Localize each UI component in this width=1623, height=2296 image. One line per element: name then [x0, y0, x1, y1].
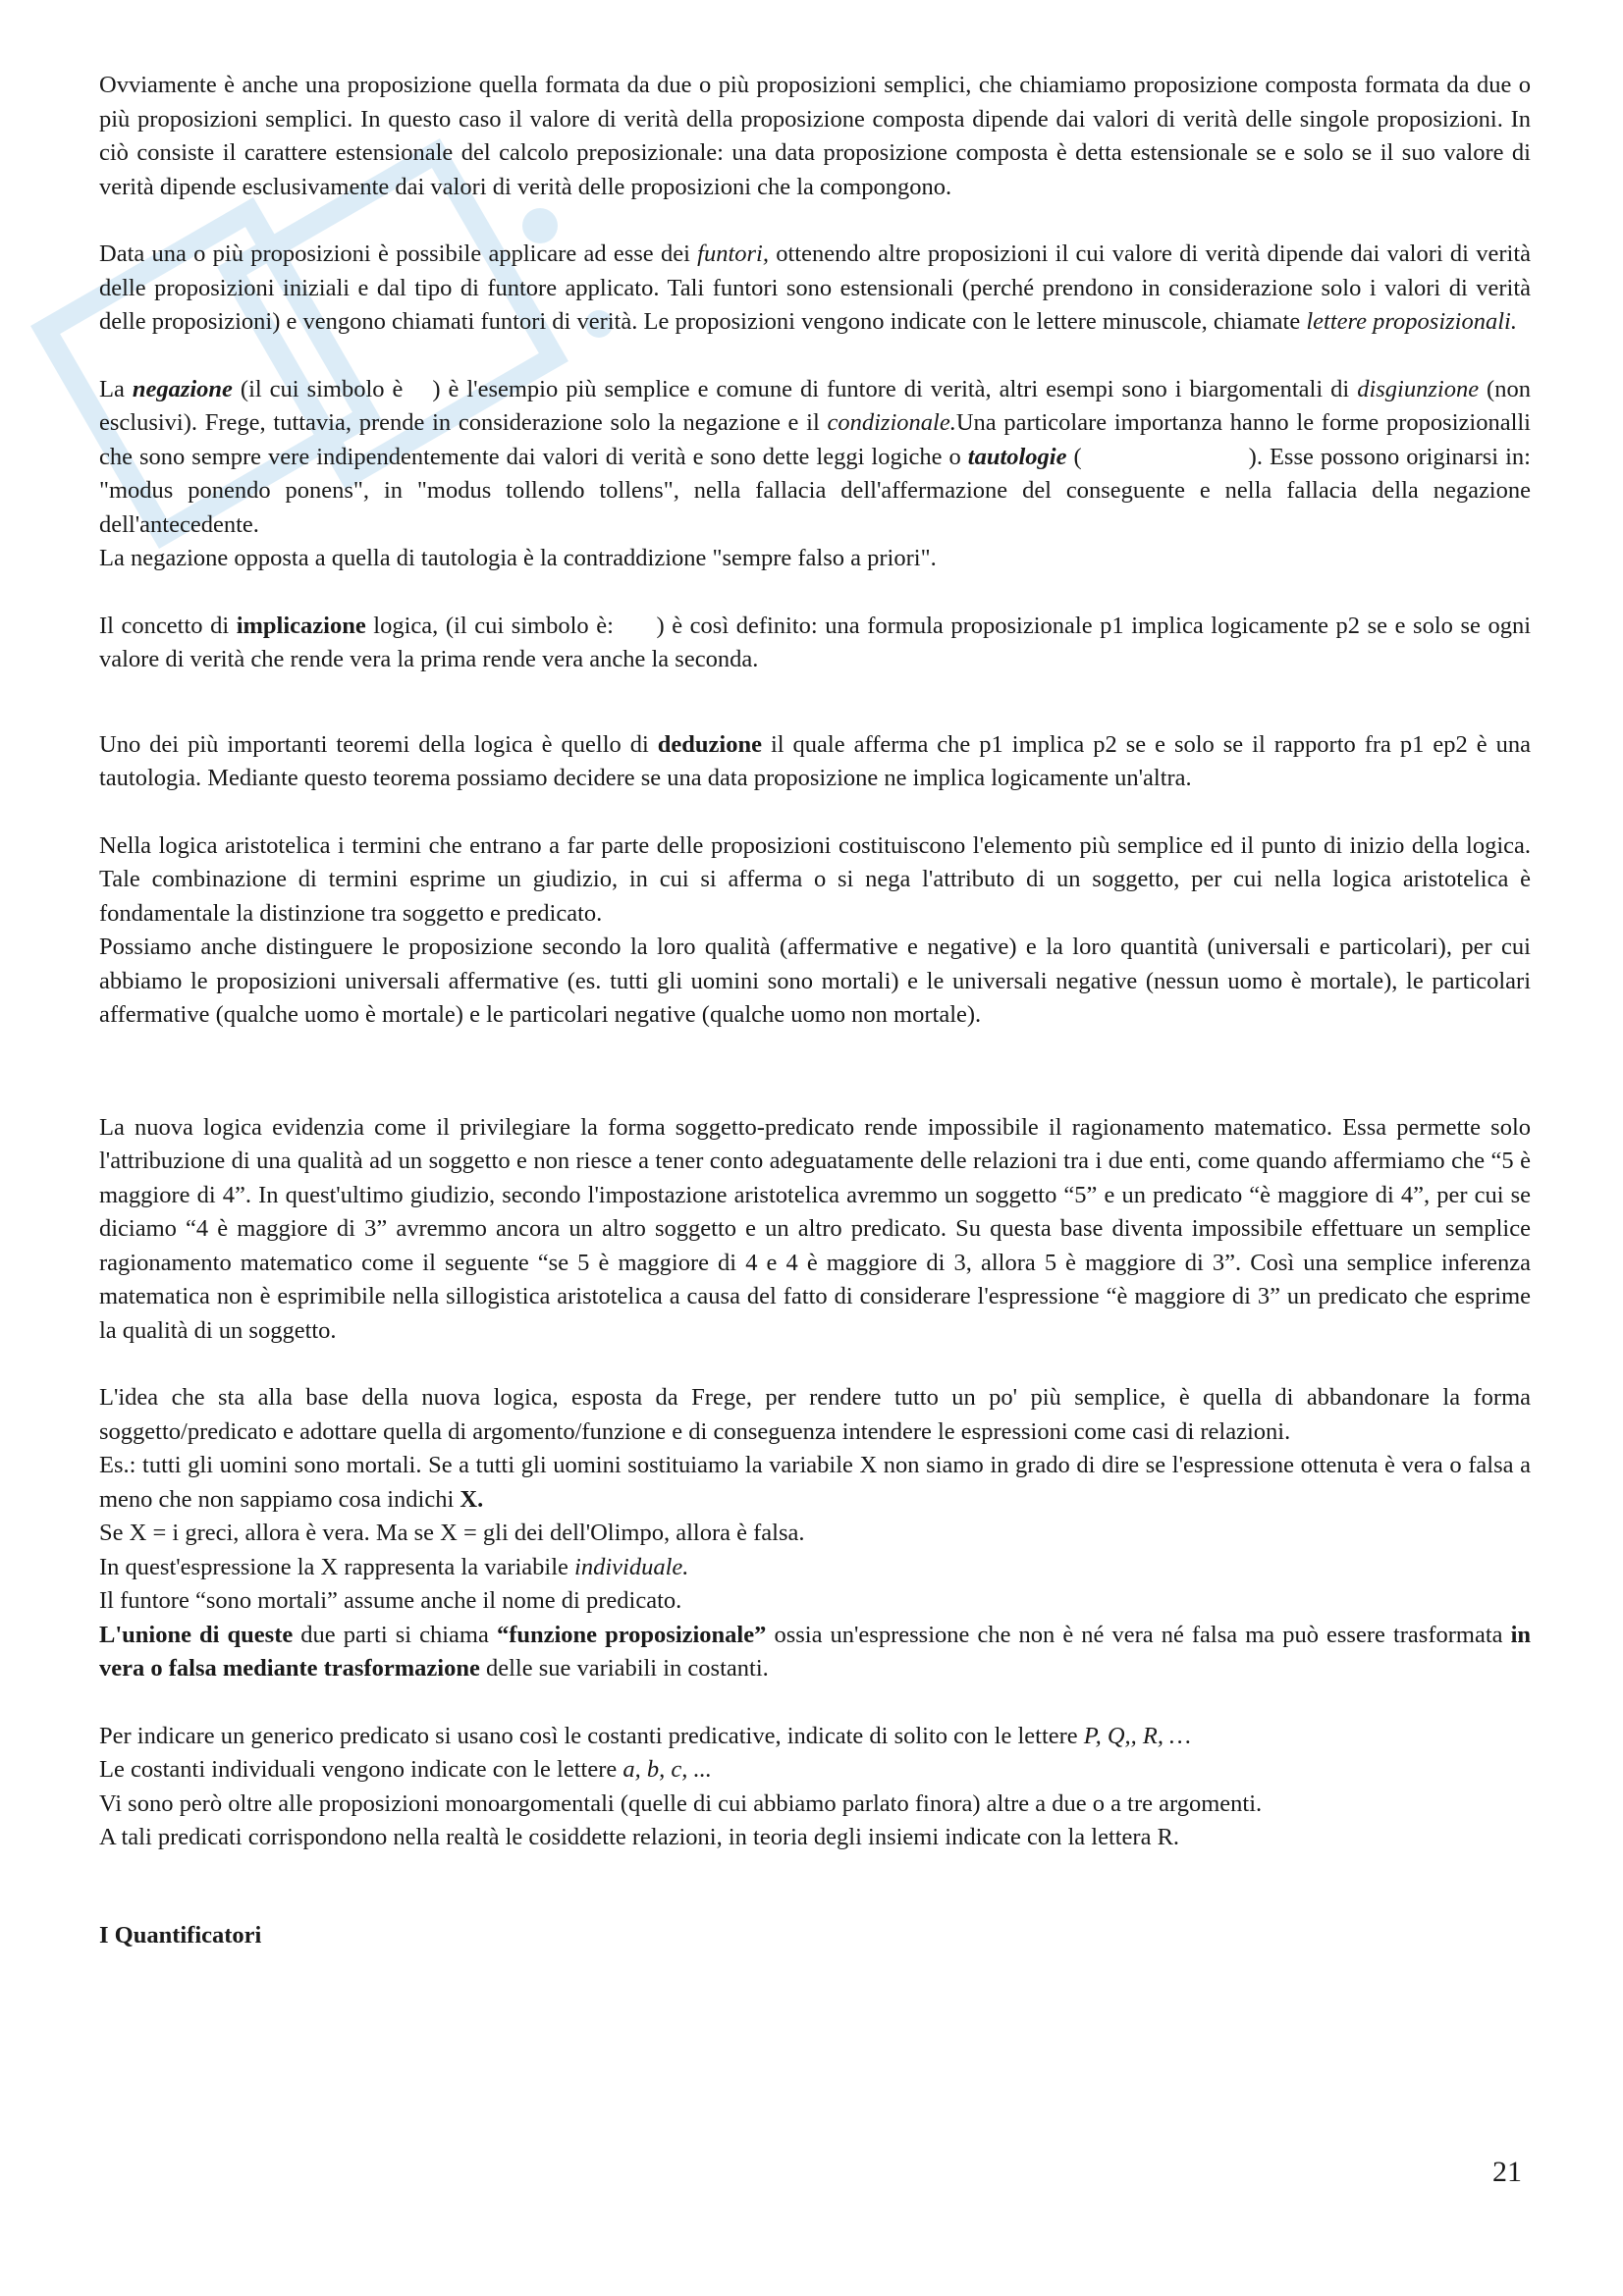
term-funtori: funtori,	[697, 240, 769, 267]
term-costanti-individuali: a, b, c, ...	[622, 1756, 712, 1783]
text: Uno dei più importanti teoremi della logica è quello di	[99, 730, 658, 758]
term-individuale: individuale.	[574, 1553, 689, 1580]
text: La	[99, 375, 133, 402]
paragraph-argomento-funzione	[99, 1381, 1531, 1686]
text: ) è l'esempio più semplice e comune di funtore di verità, altri esempi sono i biargomentali di	[432, 375, 1358, 402]
text-bold: L'unione di queste	[99, 1621, 294, 1648]
paragraph-logica-aristotelica	[99, 829, 1531, 1033]
text: Nella logica aristotelica i termini che entrano a far parte delle proposizioni costituiscono l'elemento più semplice ed il punto di inizio della logica. Tale combinazione di termini esprime un giudizio, in cui si afferma o si nega l'attributo di un soggetto, per cui nella logica aristotelica è fondamentale la distinzione tra soggetto e predicato.	[99, 831, 1531, 927]
term-disgiunzione: disgiunzione	[1357, 375, 1480, 402]
text: ottenendo altre proposizioni il cui valore di verità dipende dai valori di verità delle proposizioni iniziali e dal tipo di funtore applicato. Tali funtori sono estensionali (perché prendono in considerazione solo i valori di verità delle proposizioni) e vengono chiamati funtori di verità. Le proposizioni vengono indicate con le lettere minuscole, chiamate	[99, 240, 1531, 335]
term-implicazione: implicazione	[236, 612, 366, 639]
text-bold: in vera o falsa mediante trasformazione	[99, 1621, 1532, 1682]
term-condizionale: condizionale.	[827, 409, 956, 436]
text: ). Esse possono originarsi in: "modus ponendo ponens", in "modus tollendo tollens", nella fallacia dell'affermazione del conseguente e nella fallacia della negazione dell'antecedente.	[99, 443, 1531, 538]
text: L'idea che sta alla base della nuova logica, esposta da Frege, per rendere tutto un po' più semplice, è quella di abbandonare la forma soggetto/predicato e adottare quella di argomento/funzione e di conseguenza intendere le espressioni come casi di relazioni.	[99, 1384, 1531, 1445]
text: il quale afferma che p1 implica p2 se e solo se il rapporto fra p1 ep2 è una tautologia. Mediante questo teorema possiamo decidere se una data proposizione ne implica logicamente un'altra.	[99, 730, 1531, 791]
text: Es.: tutti gli uomini sono mortali. Se a tutti gli uomini sostituiamo la variabile X non siamo in grado di dire se l'espressione ottenuta è vera o falsa a meno che non sappiamo cosa indichi	[99, 1452, 1531, 1513]
text: Vi sono però oltre alle proposizioni monoargomentali (quelle di cui abbiamo parlato finora) altre a due o a tre argomenti.	[99, 1789, 1263, 1817]
text: Le costanti individuali vengono indicate con le lettere	[99, 1756, 623, 1783]
term-x: X.	[460, 1485, 484, 1513]
text: logica, (il cui simbolo è:	[365, 612, 622, 639]
paragraph-funtori	[99, 238, 1531, 340]
paragraph-implicazione	[99, 610, 1531, 677]
text: ) è così definito: una formula proposizionale p1 implica logicamente p2 se e solo se ogni valore di verità che rende vera la prima rende vera anche la seconda.	[99, 612, 1531, 672]
section-heading: I Quantificatori	[99, 1921, 262, 1949]
paragraph-nuova-logica: La nuova logica evidenzia come il privilegiare la forma soggetto-predicato rende impossibile il ragionamento matematico. Essa permette solo l'attribuzione di una qualità ad un soggetto e non riesce a tener conto adeguatamente delle relazioni tra i due enti, come quando affermiamo che “5 è maggiore di 4”. In quest'ultimo giudizio, secondo l'impostazione aristotelica avremmo un soggetto “5” e un predicato “è maggiore di 4”, per cui se diciamo “4 è maggiore di 3” avremmo ancora un altro soggetto e un altro predicato. Su questa base diventa impossibile effettuare un semplice ragionamento matematico come il seguente “se 5 è maggiore di 4 e 4 è maggiore di 3, allora 5 è maggiore di 3”. Così una semplice inferenza matematica non è esprimibile nella sillogistica aristotelica a causa del fatto di considerare l'espressione “è maggiore di 3” un predicato che esprime la qualità di un soggetto.	[99, 1113, 1531, 1344]
text: Per indicare un generico predicato si usano così le costanti predicative, indicate di solito con le lettere	[99, 1722, 1084, 1749]
text: delle sue variabili in costanti.	[479, 1655, 769, 1682]
term-lettere-proposizionali: lettere proposizionali.	[1306, 308, 1517, 335]
text: Il concetto di	[99, 612, 237, 639]
text: (non esclusivi). Frege, tuttavia, prende in considerazione solo la negazione e il	[99, 375, 1531, 436]
text: Data una o più proposizioni è possibile applicare ad esse dei	[99, 240, 698, 267]
page-content	[99, 69, 1531, 1949]
page-number: 21	[1492, 2156, 1522, 2188]
term-deduzione: deduzione	[657, 730, 762, 758]
paragraph-composite-propositions: Ovviamente è anche una proposizione quella formata da due o più proposizioni semplici, che chiamiamo proposizione composta formata da due o più proposizioni semplici. In questo caso il valore di verità della proposizione composta dipende dai valori di verità delle singole proposizioni. In ciò consiste il carattere estensionale del calcolo preposizionale: una data proposizione composta è detta estensionale se e solo se il suo valore di verità dipende esclusivamente dai valori di verità delle proposizioni che la compongono.	[99, 72, 1531, 200]
text: Il funtore “sono mortali” assume anche il nome di predicato.	[99, 1587, 682, 1614]
text: (il cui simbolo è	[232, 375, 411, 402]
text: Possiamo anche distinguere le proposizione secondo la loro qualità (affermative e negative) e la loro quantità (universali e particolari), per cui abbiamo le proposizioni universali affermative (es. tutti gli uomini sono mortali) e le universali negative (nessun uomo è mortale), le particolari affermative (qualche uomo è mortale) e le particolari negative (qualche uomo non mortale).	[99, 934, 1531, 1028]
paragraph-costanti	[99, 1720, 1531, 1855]
text: ossia un'espressione che non è né vera né falsa ma può essere trasformata	[766, 1621, 1511, 1648]
paragraph-negazione	[99, 373, 1531, 576]
text: due parti si chiama	[293, 1621, 497, 1648]
term-funzione-proposizionale: “funzione proposizionale”	[496, 1621, 767, 1648]
text: La negazione opposta a quella di tautologia è la contraddizione "sempre falso a priori".	[99, 545, 937, 571]
term-negazione: negazione	[132, 375, 233, 402]
text: Se X = i greci, allora è vera. Ma se X = gli dei dell'Olimpo, allora è falsa.	[99, 1520, 805, 1546]
term-costanti-predicative: P, Q,, R, …	[1083, 1722, 1191, 1749]
text: Una particolare importanza hanno le forme proposizionalli che sono sempre vere indipendentemente dai valori di verità e sono dette leggi logiche o	[99, 409, 1531, 470]
text: (	[1066, 443, 1082, 470]
text: In quest'espressione la X rappresenta la variabile	[99, 1553, 575, 1580]
term-tautologie: tautologie	[967, 443, 1067, 470]
text: A tali predicati corrispondono nella realtà le cosiddette relazioni, in teoria degli insiemi indicate con la lettera R.	[99, 1824, 1180, 1850]
paragraph-deduzione	[99, 728, 1531, 796]
